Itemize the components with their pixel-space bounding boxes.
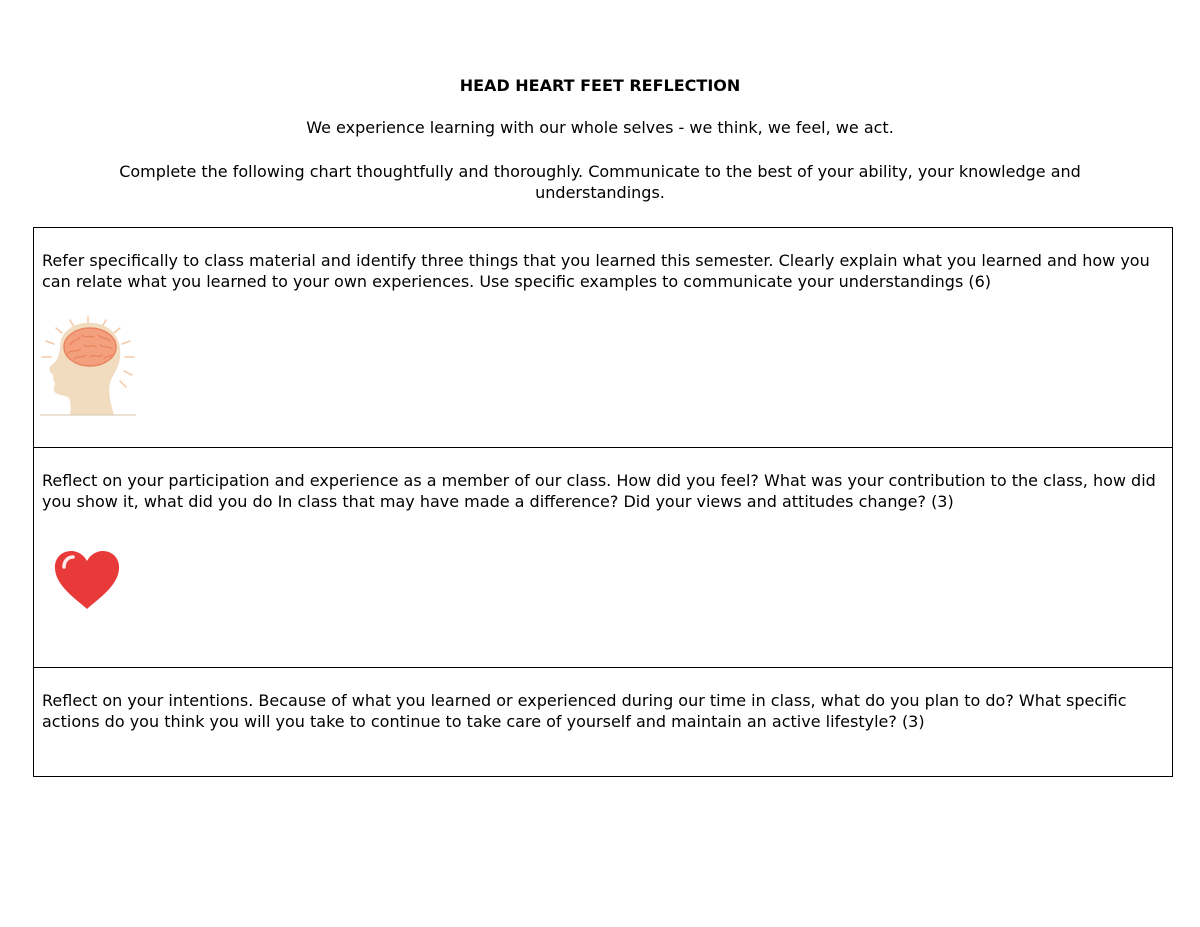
heart-icon [52,549,122,611]
heart-prompt: Reflect on your participation and experience as a member of our class. How did you feel? What was your contribution to the class, how did you show it, what did you do In class that may have made a difference? Did your views and attitudes change? (3) [42,471,1156,511]
head-prompt: Refer specifically to class material and identify three things that you learned this semester. Clearly explain what you learned and how you can relate what you learned to your own experiences. Use specific examples to communicate your understandings (6) [42,251,1150,291]
chart-row-head[interactable] [34,228,1172,448]
feet-prompt: Reflect on your intentions. Because of what you learned or experienced during our time in class, what do you plan to do? What specific actions do you think you will you take to continue to take care of yourself and maintain an active lifestyle? (3) [42,691,1127,731]
page-subtitle: We experience learning with our whole selves - we think, we feel, we act. [306,118,894,137]
reflection-chart [33,227,1173,777]
page-title: HEAD HEART FEET REFLECTION [459,76,741,95]
chart-row-heart[interactable] [34,448,1172,668]
head-brain-icon [40,315,136,417]
chart-row-feet[interactable] [34,668,1172,777]
instructions-text: Complete the following chart thoughtfully and thoroughly. Communicate to the best of your ability, your knowledge and understandings. [119,162,1081,202]
